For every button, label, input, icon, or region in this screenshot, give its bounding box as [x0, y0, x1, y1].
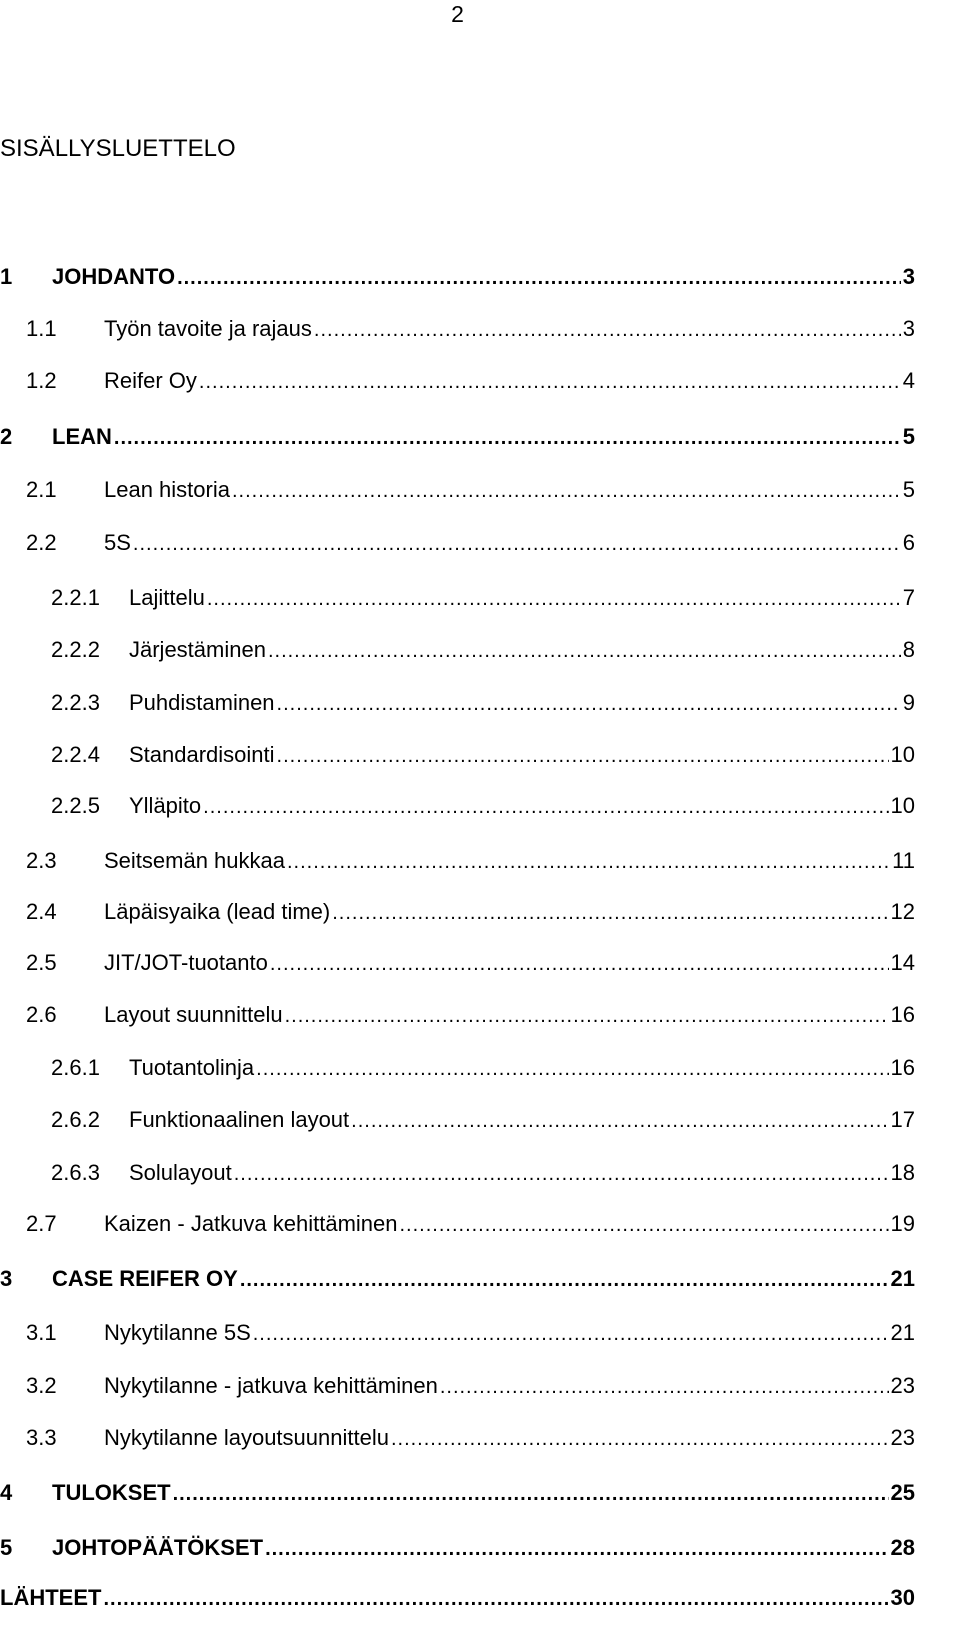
toc-dot-leader	[287, 847, 890, 877]
toc-entry-title: Tuotantolinja	[129, 1053, 256, 1083]
toc-entry-page: 28	[890, 1535, 915, 1560]
toc-dot-leader	[177, 263, 901, 293]
toc-dot-leader	[277, 741, 889, 771]
toc-dot-leader	[256, 1054, 888, 1084]
toc-entry-title: TULOKSET	[52, 1478, 173, 1508]
toc-entry[interactable]	[26, 846, 915, 876]
toc-dot-leader	[240, 1265, 889, 1295]
toc-entry[interactable]	[26, 1423, 915, 1453]
toc-dot-leader	[391, 1424, 889, 1454]
toc-entry[interactable]	[0, 262, 915, 292]
toc-entry-number: 2.2.1	[51, 585, 100, 610]
toc-dot-leader	[133, 529, 901, 559]
toc-entry-page: 8	[902, 637, 915, 662]
toc-entry-title: Läpäisyaika (lead time)	[104, 897, 332, 927]
toc-entry-number: 2.2.3	[51, 690, 100, 715]
page-number: 2	[451, 1, 464, 27]
toc-entry-page: 21	[890, 1266, 915, 1291]
toc-entry-page: 18	[890, 1160, 915, 1185]
toc-entry-title: Seitsemän hukkaa	[104, 846, 287, 876]
toc-dot-leader	[332, 898, 888, 928]
toc-entry-number: 2.5	[26, 950, 57, 975]
toc-entry-page: 7	[902, 585, 915, 610]
toc-dot-leader	[285, 1001, 889, 1031]
toc-entry-number: 5	[0, 1535, 13, 1560]
toc-dot-leader	[265, 1534, 888, 1564]
toc-entry-number: 2.3	[26, 848, 57, 873]
toc-entry-title: JIT/JOT-tuotanto	[104, 948, 270, 978]
toc-dot-leader	[314, 315, 901, 345]
toc-entry-page: 16	[890, 1002, 915, 1027]
toc-entry-page: 30	[890, 1585, 915, 1610]
toc-entry-number: 2.2.2	[51, 637, 100, 662]
toc-entry-title: Lean historia	[104, 475, 232, 505]
toc-entry-page: 6	[902, 530, 915, 555]
toc-entry-title: Layout suunnittelu	[104, 1000, 285, 1030]
toc-entry-number: 1.1	[26, 316, 57, 341]
toc-entry-page: 10	[890, 793, 915, 818]
toc-dot-leader	[253, 1319, 889, 1349]
toc-entry-page: 19	[890, 1211, 915, 1236]
toc-title: SISÄLLYSLUETTELO	[0, 135, 236, 162]
toc-entry-page: 11	[892, 848, 915, 873]
toc-entry[interactable]	[26, 948, 915, 978]
toc-entry-number: 3.1	[26, 1320, 57, 1345]
toc-dot-leader	[351, 1106, 888, 1136]
toc-entry-title: Työn tavoite ja rajaus	[104, 314, 314, 344]
toc-entry-page: 23	[890, 1425, 915, 1450]
toc-entry-page: 5	[902, 477, 915, 502]
toc-entry[interactable]	[51, 1158, 915, 1188]
toc-entry-number: 2	[0, 424, 13, 449]
toc-entry-number: 2.6.2	[51, 1107, 100, 1132]
toc-entry-number: 2.6.1	[51, 1055, 100, 1080]
toc-entry-page: 17	[890, 1107, 915, 1132]
toc-entry-number: 2.2.5	[51, 793, 100, 818]
toc-dot-leader	[277, 689, 901, 719]
toc-entry-number: 3	[0, 1266, 13, 1291]
toc-dot-leader	[270, 949, 889, 979]
toc-entry-title: Standardisointi	[129, 740, 277, 770]
toc-entry-title: Kaizen - Jatkuva kehittäminen	[104, 1209, 400, 1239]
toc-entry-title: LEAN	[52, 422, 114, 452]
toc-entry[interactable]	[51, 635, 915, 665]
toc-entry-number: 2.2.4	[51, 742, 100, 767]
toc-entry-page: 16	[890, 1055, 915, 1080]
toc-entry[interactable]	[26, 1371, 915, 1401]
toc-entry[interactable]	[0, 1478, 915, 1508]
toc-entry-number: 2.4	[26, 899, 57, 924]
toc-entry[interactable]	[0, 1264, 915, 1294]
toc-entry[interactable]	[51, 791, 915, 821]
toc-entry-page: 3	[902, 264, 915, 289]
toc-dot-leader	[234, 1159, 889, 1189]
toc-entry-title: Reifer Oy	[104, 366, 199, 396]
toc-entry-number: 3.2	[26, 1373, 57, 1398]
toc-entry-title: Järjestäminen	[129, 635, 268, 665]
toc-entry-page: 21	[890, 1320, 915, 1345]
toc-entry[interactable]	[51, 1105, 915, 1135]
toc-entry-title: Nykytilanne 5S	[104, 1318, 253, 1348]
toc-entry-title: JOHDANTO	[52, 262, 177, 292]
toc-entry-title: 5S	[104, 528, 133, 558]
toc-entry-title: CASE REIFER OY	[52, 1264, 240, 1294]
toc-entry-title: Nykytilanne - jatkuva kehittäminen	[104, 1371, 440, 1401]
toc-dot-leader	[203, 792, 888, 822]
toc-entry-title: JOHTOPÄÄTÖKSET	[52, 1533, 265, 1563]
toc-entry-title: Ylläpito	[129, 791, 203, 821]
toc-entry-number: 1	[0, 264, 13, 289]
toc-dot-leader	[232, 476, 901, 506]
toc-dot-leader	[207, 584, 901, 614]
toc-entry-number: 2.6.3	[51, 1160, 100, 1185]
toc-entry[interactable]	[26, 314, 915, 344]
toc-entry-page: 12	[890, 899, 915, 924]
toc-entry-number: 1.2	[26, 368, 57, 393]
toc-entry-page: 3	[902, 316, 915, 341]
toc-entry-page: 25	[890, 1480, 915, 1505]
toc-entry-title: Nykytilanne layoutsuunnittelu	[104, 1423, 391, 1453]
toc-entry-page: 23	[890, 1373, 915, 1398]
toc-entry-title: Funktionaalinen layout	[129, 1105, 351, 1135]
toc-entry[interactable]	[51, 583, 915, 613]
toc-entry-page: 10	[890, 742, 915, 767]
toc-entry[interactable]	[51, 1053, 915, 1083]
toc-entry[interactable]	[26, 1000, 915, 1030]
toc-entry-number: 3.3	[26, 1425, 57, 1450]
toc-dot-leader	[199, 367, 901, 397]
toc-entry[interactable]	[26, 1318, 915, 1348]
toc-entry[interactable]	[26, 528, 915, 558]
toc-entry-title: LÄHTEET	[0, 1583, 103, 1613]
toc-dot-leader	[173, 1479, 889, 1509]
toc-entry[interactable]	[51, 740, 915, 770]
toc-entry-number: 2.7	[26, 1211, 57, 1236]
toc-entry[interactable]	[0, 1583, 915, 1613]
toc-entry-number: 2.2	[26, 530, 57, 555]
toc-dot-leader	[400, 1210, 889, 1240]
toc-entry-title: Lajittelu	[129, 583, 207, 613]
toc-entry-page: 5	[902, 424, 915, 449]
toc-dot-leader	[268, 636, 901, 666]
toc-entry-title: Solulayout	[129, 1158, 234, 1188]
toc-dot-leader	[114, 423, 901, 453]
toc-entry[interactable]	[51, 688, 915, 718]
toc-entry-page: 14	[890, 950, 915, 975]
toc-entry[interactable]	[26, 475, 915, 505]
toc-entry[interactable]	[0, 422, 915, 452]
toc-dot-leader	[103, 1584, 888, 1614]
toc-entry[interactable]	[26, 897, 915, 927]
toc-entry[interactable]	[26, 1209, 915, 1239]
toc-entry-page: 4	[902, 368, 915, 393]
toc-dot-leader	[440, 1372, 889, 1402]
toc-entry[interactable]	[26, 366, 915, 396]
toc-entry-number: 2.1	[26, 477, 57, 502]
toc-entry-number: 2.6	[26, 1002, 57, 1027]
toc-entry-title: Puhdistaminen	[129, 688, 277, 718]
toc-entry[interactable]	[0, 1533, 915, 1563]
toc-entry-page: 9	[902, 690, 915, 715]
toc-entry-number: 4	[0, 1480, 13, 1505]
